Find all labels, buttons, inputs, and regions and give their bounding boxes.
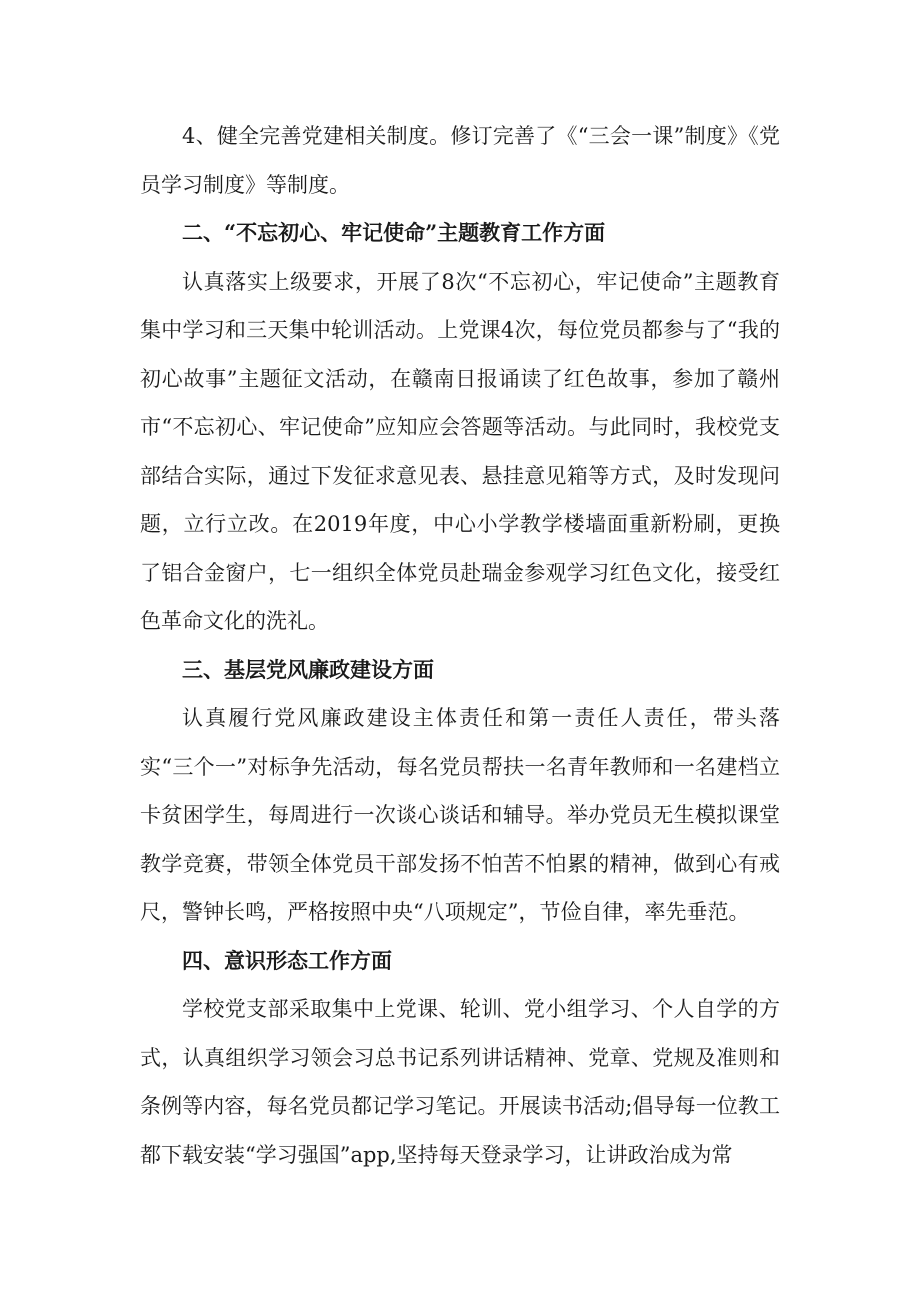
document-body <box>140 112 780 1179</box>
section-heading-2: 二、“不忘初心、牢记使命”主题教育工作方面 <box>182 220 606 245</box>
paragraph-ideology: 学校党支部采取集中上党课、轮训、党小组学习、个人自学的方式，认真组织学习领会习总书记系列讲话精神、党章、党规及准则和条例等内容，每名党员都记学习笔记。开展读书活动;倡导每一位教工都下载安装“学习强国”app,坚持每天登录学习，让讲政治成为常 <box>140 997 780 1167</box>
section-heading-4: 四、意识形态工作方面 <box>182 947 392 973</box>
section-heading-3: 三、基层党风廉政建设方面 <box>182 656 434 682</box>
paragraph-item-4: 4、健全完善党建相关制度。修订完善了《“三会一课”制度》《党员学习制度》等制度。 <box>140 124 780 197</box>
paragraph-theme-education: 认真落实上级要求，开展了8次“不忘初心，牢记使命”主题教育集中学习和三天集中轮训活动。上党课4次，每位党员都参与了“我的初心故事”主题征文活动，在赣南日报诵读了红色故事，参加了赣州市“不忘初心、牢记使命”应知应会答题等活动。与此同时，我校党支部结合实际，通过下发征求意见表、悬挂意见箱等方式，及时发现问题，立行立改。在2019年度，中心小学教学楼墙面重新粉刷，更换了铝合金窗户，七一组织全体党员赴瑞金参观学习红色文化，接受红色革命文化的洗礼。 <box>140 269 780 633</box>
paragraph-integrity: 认真履行党风廉政建设主体责任和第一责任人责任，带头落实“三个一”对标争先活动，每名党员帮扶一名青年教师和一名建档立卡贫困学生，每周进行一次谈心谈话和辅导。举办党员无生模拟课堂教学竞赛，带领全体党员干部发扬不怕苦不怕累的精神，做到心有戒尺，警钟长鸣，严格按照中央“八项规定”，节俭自律，率先垂范。 <box>140 706 780 924</box>
